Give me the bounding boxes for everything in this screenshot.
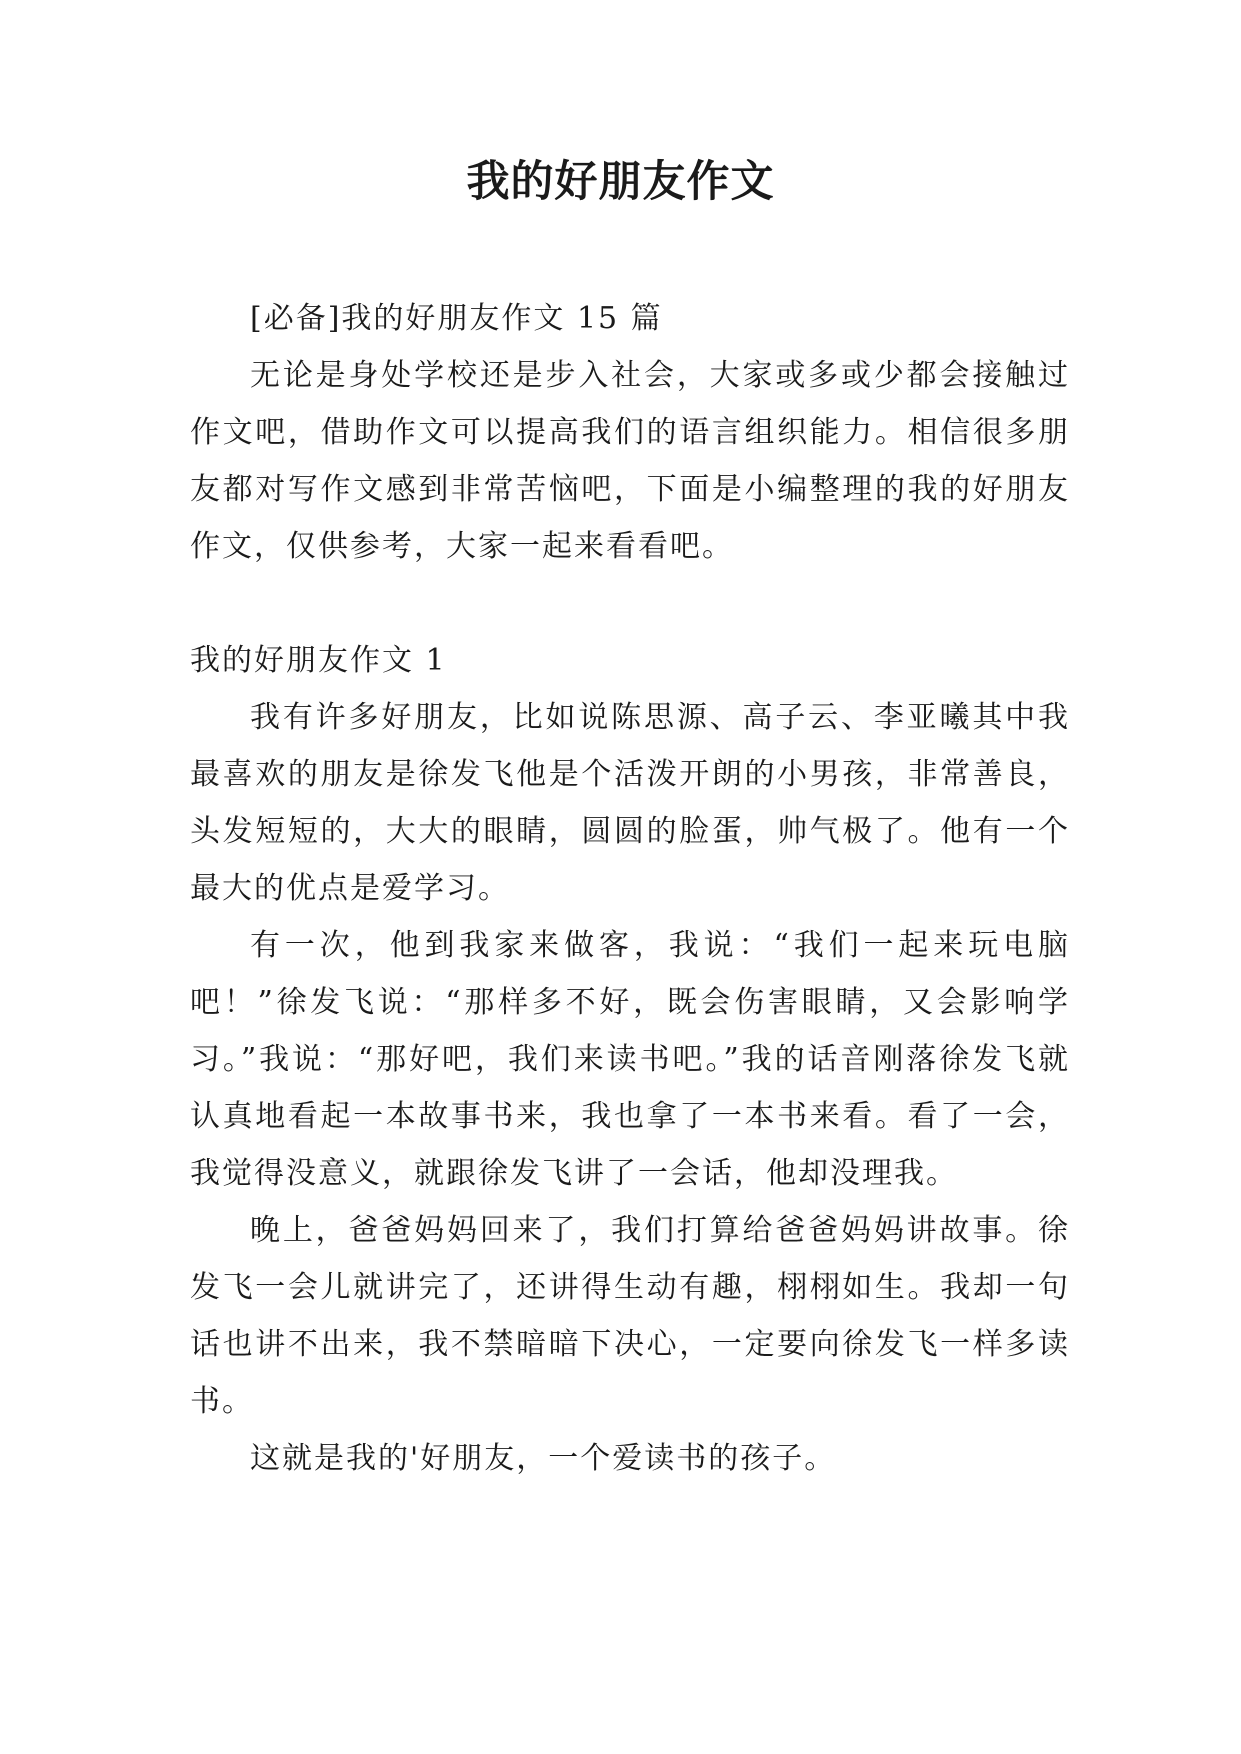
body-paragraph-3: 晚上，爸爸妈妈回来了，我们打算给爸爸妈妈讲故事。徐发飞一会儿就讲完了，还讲得生动有趣，栩栩如生。我却一句话也讲不出来，我不禁暗暗下决心，一定要向徐发飞一样多读书。	[190, 1213, 1070, 1419]
intro-heading: [必备]我的好朋友作文 15 篇	[250, 301, 663, 336]
body-paragraph-4: 这就是我的'好朋友，一个爱读书的孩子。	[250, 1441, 837, 1476]
body-paragraph-1: 我有许多好朋友，比如说陈思源、高子云、李亚曦其中我最喜欢的朋友是徐发飞他是个活泼开朗的小男孩，非常善良，头发短短的，大大的眼睛，圆圆的脸蛋，帅气极了。他有一个最大的优点是爱学习。	[190, 700, 1070, 906]
document-title: 我的好朋友作文	[466, 157, 775, 207]
paragraph-spacer	[190, 575, 1070, 632]
intro-paragraph: 无论是身处学校还是步入社会，大家或多或少都会接触过作文吧，借助作文可以提高我们的语言组织能力。相信很多朋友都对写作文感到非常苦恼吧，下面是小编整理的我的好朋友作文，仅供参考，大家一起来看看吧。	[190, 358, 1070, 564]
body-paragraph-2: 有一次，他到我家来做客，我说：“我们一起来玩电脑吧！”徐发飞说：“那样多不好，既会伤害眼睛，又会影响学习。”我说：“那好吧，我们来读书吧。”我的话音刚落徐发飞就认真地看起一本故事书来，我也拿了一本书来看。看了一会，我觉得没意义，就跟徐发飞讲了一会话，他却没理我。	[190, 928, 1070, 1191]
section-heading: 我的好朋友作文 1	[190, 643, 447, 678]
document-body	[190, 290, 1070, 1487]
